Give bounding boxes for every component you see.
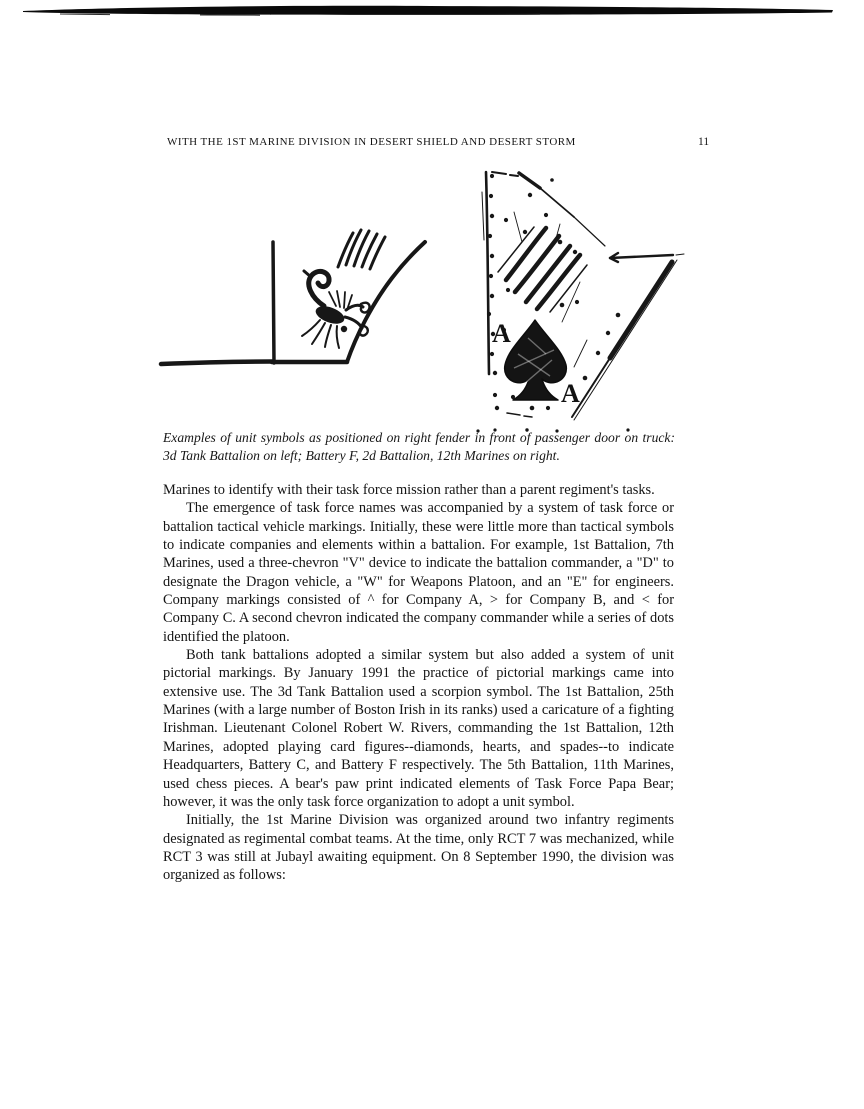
running-header-title: WITH THE 1ST MARINE DIVISION IN DESERT SHIELD AND DESERT STORM	[167, 136, 576, 148]
body-text	[163, 481, 674, 885]
card-letter-a-left: A	[492, 319, 511, 348]
page-number: 11	[698, 136, 710, 148]
scorpion-icon	[302, 271, 370, 348]
paragraph-4: Initially, the 1st Marine Division was organized around two infantry regiments designated as regimental combat teams. At the time, only RCT 7 was mechanized, while RCT 3 was still at Jubayl awaiting equipment. On 8 September 1990, the division was organized as follows:	[163, 812, 674, 884]
paragraph-2: The emergence of task force names was accompanied by a system of task force or battalion tactical vehicle markings. Initially, these were little more than tactical symbols to indicate companies and elements within a battalion. For example, 1st Battalion, 7th Marines, used a three-chevron "V" device to indicate the battalion commander, a "D" to designate the Dragon vehicle, a "W" for Weapons Platoon, and an "E" for engineers. Company markings consisted of ^ for Company A, > for Company B, and < for Company C. A second chevron indicated the company commander while a series of dots identified the platoon.	[163, 500, 674, 645]
hash-marks-icon	[338, 230, 385, 269]
figure-caption: Examples of unit symbols as positioned on right fender in front of passenger door on truck: 3d Tank Battalion on left; Battery F, 2d Battalion, 12th Marines on right.	[163, 430, 675, 463]
paragraph-3: Both tank battalions adopted a similar system but also added a system of unit pictorial markings. By January 1991 the practice of pictorial markings came into extensive use. The 3d Tank Battalion used a scorpion symbol. The 1st Battalion, 25th Marines (with a large number of Boston Irish in its ranks) used a caricature of a fighting Irishman. Lieutenant Colonel Robert W. Rivers, commanding the 1st Battalion, 12th Marines, adopted playing card figures--diamonds, hearts, and spades--to indicate Headquarters, Battery C, and Battery F respectively. The 5th Battalion, 11th Marines, used chess pieces. A bear's paw print indicated elements of Task Force Papa Bear; however, it was the only task force organization to adopt a unit symbol.	[163, 647, 674, 810]
fender-outline	[161, 242, 425, 364]
rivet-dots	[476, 174, 629, 433]
hatch-marks-icon	[498, 227, 587, 312]
card-letter-a-right: A	[561, 379, 580, 408]
scan-band-shape	[23, 6, 833, 15]
spade-fender-illustration	[462, 162, 687, 434]
spade-icon	[505, 320, 567, 400]
scorpion-fender-illustration	[158, 220, 438, 370]
paragraph-1: Marines to identify with their task force mission rather than a parent regiment's tasks.	[163, 482, 655, 498]
scan-artifact-band	[0, 0, 864, 22]
